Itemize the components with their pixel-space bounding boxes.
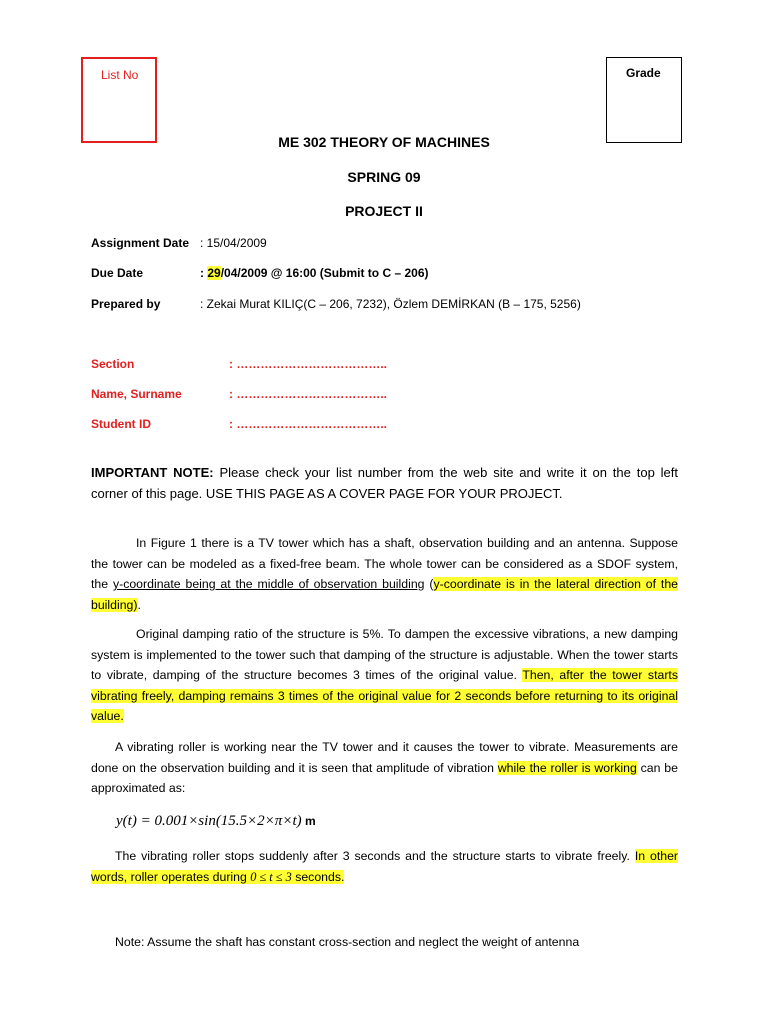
p5-text: Assume the shaft has constant cross-section and neglect the weight of antenna — [144, 935, 580, 949]
student-id-field: : ……………………………….. — [229, 417, 387, 431]
p5-label: Note: — [115, 935, 145, 949]
p1-text: In Figure 1 there is a TV tower which has a shaft, observation building and an antenna. Suppose the tower can be modeled as a fixed-free beam. The whole tower can be considered as a SDOF system, the — [91, 536, 678, 592]
grade-box — [606, 57, 682, 143]
p2-text: Original damping ratio of the structure is 5%. To dampen the excessive vibrations, a new damping system is implemented to the tower such that damping of the structure is adjustable. When the tower starts to vibrate, damping of the structure becomes 3 times of the original value. — [91, 627, 678, 683]
due-rest: /04/2009 @ 16:00 (Submit to C – 206) — [220, 266, 429, 280]
list-no-label: List No — [101, 68, 139, 82]
section-field: : ……………………………….. — [229, 357, 387, 371]
list-no-box — [81, 57, 157, 143]
formula-expression: y(t) = 0.001×sin(15.5×2×π×t) — [116, 813, 302, 829]
p4-highlight-2: seconds. — [291, 869, 345, 884]
prepared-by-label: Prepared by — [91, 297, 161, 311]
p1-highlight: y-coordinate is in the lateral direction of the building) — [91, 577, 679, 612]
paragraph-2 — [91, 624, 678, 727]
p3-highlight: while the roller is working — [497, 760, 637, 775]
vibration-formula — [116, 813, 316, 830]
formula-unit: m — [301, 814, 316, 828]
assignment-date-label: Assignment Date — [91, 236, 190, 250]
grade-label: Grade — [626, 66, 661, 80]
student-id-label: Student ID — [91, 417, 151, 431]
due-date-value — [200, 266, 429, 280]
p4-highlight: In other words, roller operates during — [91, 849, 679, 884]
paragraph-3 — [91, 737, 678, 799]
paragraph-1 — [91, 533, 678, 615]
p1-text-2: ( — [424, 577, 434, 592]
paragraph-5 — [91, 932, 678, 953]
course-title: ME 302 THEORY OF MACHINES — [278, 134, 490, 150]
name-surname-field: : ……………………………….. — [229, 387, 387, 401]
prepared-by-value: : Zekai Murat KILIÇ(C – 206, 7232), Özlem DEMİRKAN (B – 175, 5256) — [200, 297, 581, 311]
important-note-text: Please check your list number from the web site and write it on the top left corner of this page. USE THIS PAGE AS A COVER PAGE FOR YOUR PROJECT. — [91, 465, 678, 501]
project-title: PROJECT II — [345, 203, 423, 219]
important-note — [91, 463, 678, 504]
p1-underlined: y-coordinate being at the middle of observation building — [112, 577, 425, 592]
due-day-highlight: 29 — [207, 266, 221, 280]
important-note-title: IMPORTANT NOTE: — [91, 465, 214, 480]
p4-math: 0 ≤ t ≤ 3 — [250, 869, 292, 884]
p2-highlight: Then, after the tower starts vibrating freely, damping remains 3 times of the original value for 2 seconds before returning to its original value. — [91, 668, 678, 724]
p3-text: A vibrating roller is working near the TV tower and it causes the tower to vibrate. Measurements are done on the observation building and it is seen that amplitude of vibration — [91, 740, 678, 775]
p3-text-2: can be approximated as: — [91, 760, 678, 796]
name-surname-label: Name, Surname — [91, 387, 182, 401]
p1-text-3: . — [137, 597, 141, 612]
due-date-label: Due Date — [91, 266, 144, 280]
term-title: SPRING 09 — [347, 169, 421, 185]
p4-text: The vibrating roller stops suddenly after 3 seconds and the structure starts to vibrate freely. — [115, 849, 635, 863]
paragraph-4 — [91, 846, 678, 887]
due-colon: : — [200, 266, 208, 280]
assignment-date-value: : 15/04/2009 — [200, 236, 267, 250]
section-label: Section — [91, 357, 135, 371]
